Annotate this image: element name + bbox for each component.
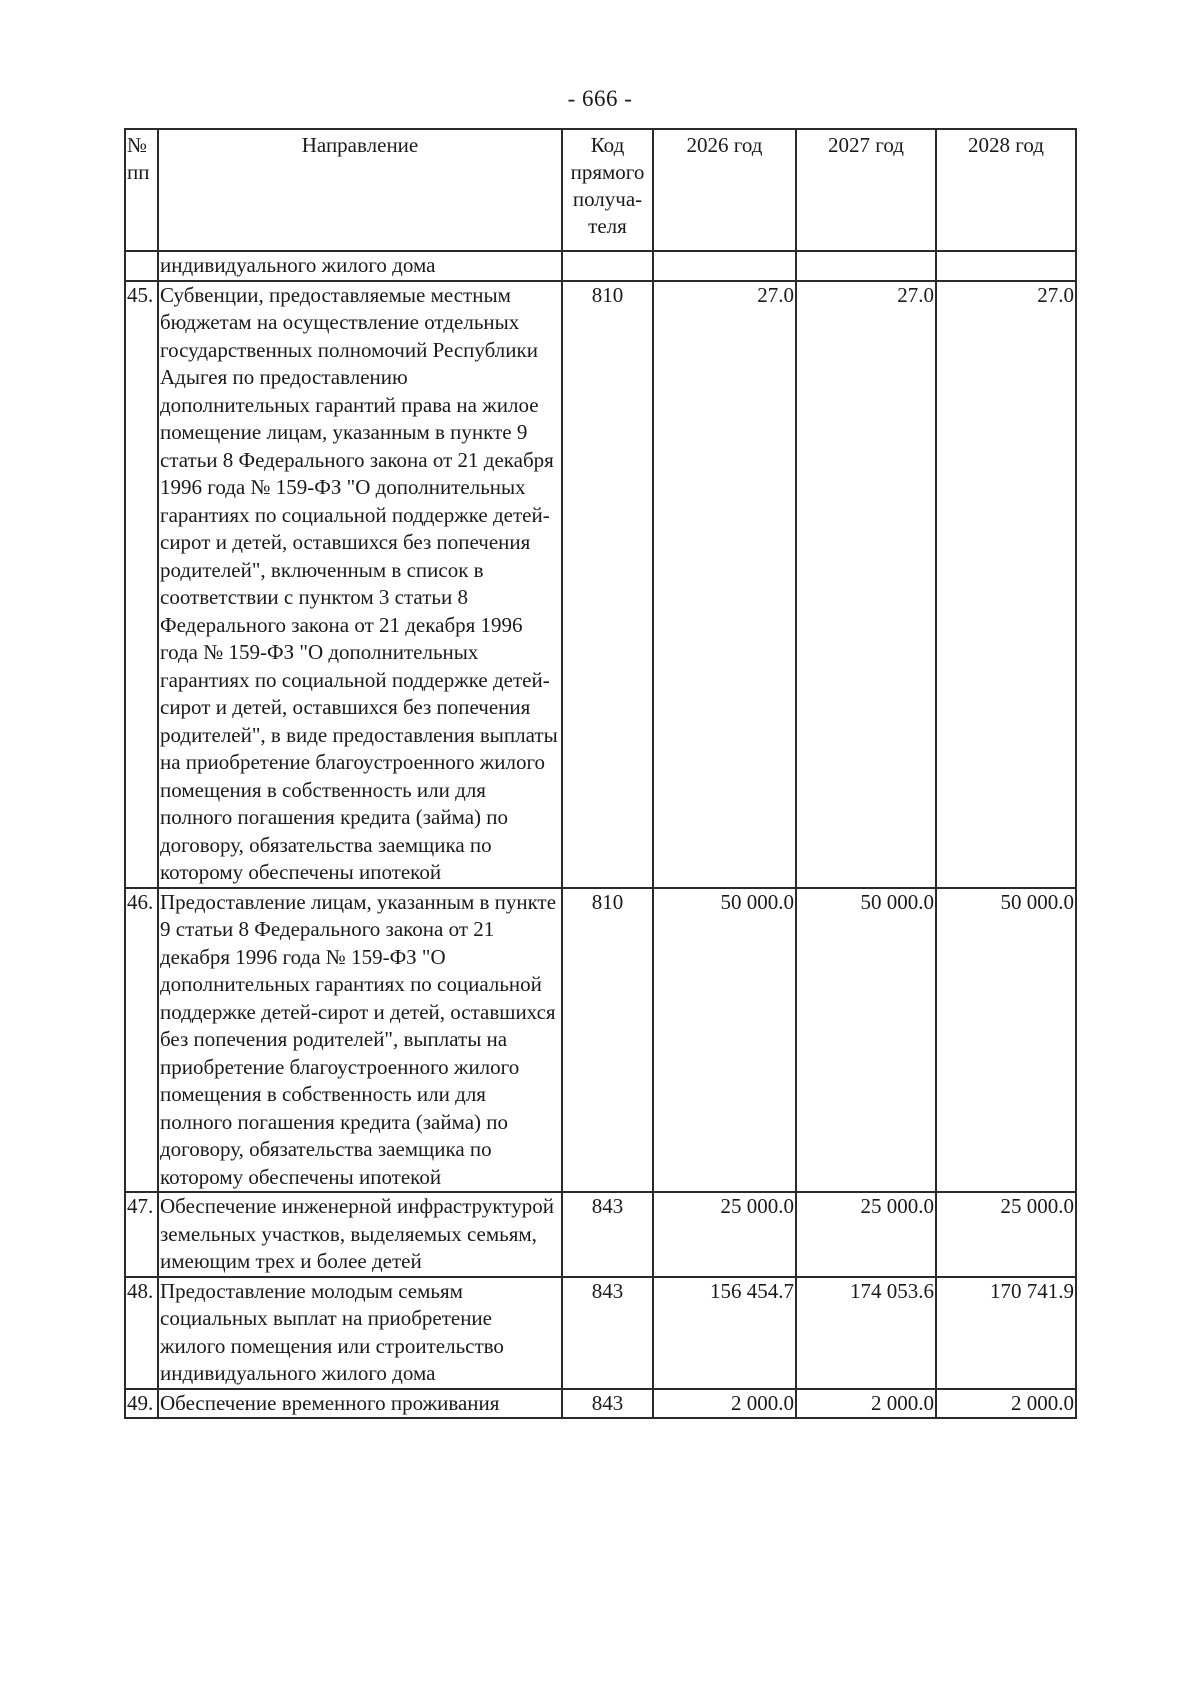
budget-table (124, 128, 1077, 1419)
row-direction: индивидуального жилого дома (158, 251, 562, 281)
row-2026: 156 454.7 (653, 1277, 796, 1389)
table-row (125, 1277, 1076, 1389)
table-row (125, 1192, 1076, 1277)
row-2027: 50 000.0 (796, 888, 936, 1193)
row-num (125, 251, 158, 281)
row-2028: 170 741.9 (936, 1277, 1076, 1389)
table-row (125, 888, 1076, 1193)
row-num: 46. (125, 888, 158, 1193)
row-2026: 2 000.0 (653, 1389, 796, 1419)
row-2027: 174 053.6 (796, 1277, 936, 1389)
header-2026: 2026 год (653, 129, 796, 251)
row-code: 843 (562, 1277, 653, 1389)
row-code: 843 (562, 1192, 653, 1277)
row-2028: 27.0 (936, 281, 1076, 888)
header-num: № пп (125, 129, 158, 251)
row-2026: 25 000.0 (653, 1192, 796, 1277)
row-num: 47. (125, 1192, 158, 1277)
header-2027: 2027 год (796, 129, 936, 251)
header-code: Код прямого получа- теля (562, 129, 653, 251)
row-2026: 50 000.0 (653, 888, 796, 1193)
row-2026 (653, 251, 796, 281)
row-2028: 2 000.0 (936, 1389, 1076, 1419)
header-direction: Направление (158, 129, 562, 251)
header-2028: 2028 год (936, 129, 1076, 251)
page-number: - 666 - (567, 86, 633, 111)
table-row (125, 1389, 1076, 1419)
row-code: 843 (562, 1389, 653, 1419)
row-direction: Обеспечение временного проживания (158, 1389, 562, 1419)
row-2027: 27.0 (796, 281, 936, 888)
table-row (125, 281, 1076, 888)
row-direction: Предоставление лицам, указанным в пункте 9 статьи 8 Федерального закона от 21 декабря 1996 года № 159-ФЗ "О дополнительных гарантиях по социальной поддержке детей-сирот и детей, оставшихся без попечения родителей", выплаты на приобретение благоустроенного жилого помещения в собственность или для полного погашения кредита (займа) по договору, обязательства заемщика по которому обеспечены ипотекой (158, 888, 562, 1193)
row-2028: 25 000.0 (936, 1192, 1076, 1277)
row-direction: Обеспечение инженерной инфраструктурой земельных участков, выделяемых семьям, имеющим трех и более детей (158, 1192, 562, 1277)
row-2028 (936, 251, 1076, 281)
row-2028: 50 000.0 (936, 888, 1076, 1193)
row-2027: 2 000.0 (796, 1389, 936, 1419)
row-direction: Предоставление молодым семьям социальных выплат на приобретение жилого помещения или строительство индивидуального жилого дома (158, 1277, 562, 1389)
row-num: 49. (125, 1389, 158, 1419)
row-2027: 25 000.0 (796, 1192, 936, 1277)
row-code (562, 251, 653, 281)
row-direction: Субвенции, предоставляемые местным бюджетам на осуществление отдельных государственных полномочий Республики Адыгея по предоставлению дополнительных гарантий права на жилое помещение лицам, указанным в пункте 9 статьи 8 Федерального закона от 21 декабря 1996 года № 159-ФЗ "О дополнительных гарантиях по социальной поддержке детей-сирот и детей, оставшихся без попечения родителей", включенным в список в соответствии с пунктом 3 статьи 8 Федерального закона от 21 декабря 1996 года № 159-ФЗ "О дополнительных гарантиях по социальной поддержке детей-сирот и детей, оставшихся без попечения родителей", в виде предоставления выплаты на приобретение благоустроенного жилого помещения в собственность или для полного погашения кредита (займа) по договору, обязательства заемщика по которому обеспечены ипотекой (158, 281, 562, 888)
row-code: 810 (562, 281, 653, 888)
row-2027 (796, 251, 936, 281)
table-header-row (125, 129, 1076, 251)
row-num: 45. (125, 281, 158, 888)
row-2026: 27.0 (653, 281, 796, 888)
row-num: 48. (125, 1277, 158, 1389)
table-row (125, 251, 1076, 281)
row-code: 810 (562, 888, 653, 1193)
